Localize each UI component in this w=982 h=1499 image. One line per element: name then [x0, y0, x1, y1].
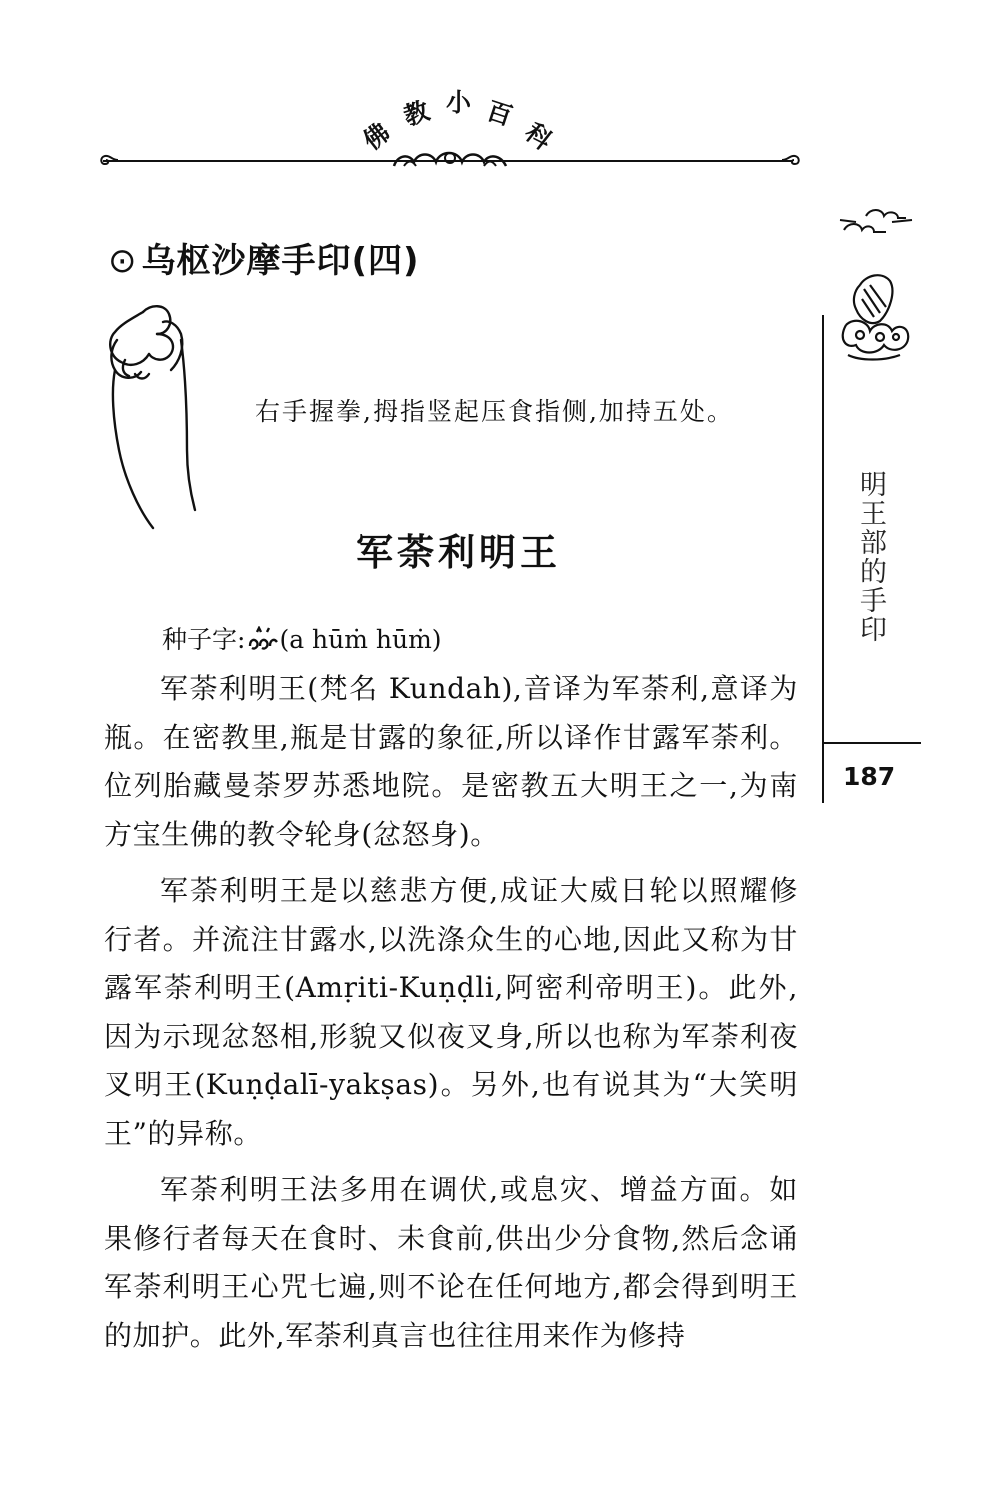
- paragraph: 军荼利明王法多用在调伏,或息灾、增益方面。如果修行者每天在食时、未食前,供出少分食物,然后念诵军荼利明王心咒七遍,则不论在任何地方,都会得到明王的加护。此外,军荼利真言也往往用来作为修持: [104, 1173, 798, 1352]
- paragraph: 军荼利明王是以慈悲方便,成证大威日轮以照耀修行者。并流注甘露水,以洗涤众生的心地,因此又称为甘露军荼利明王(Amṛiti-Kuṇḍli,阿密利帝明王)。此外,因为示现忿怒相,形貌又似夜叉身,所以也称为军荼利夜叉明王(Kuṇḍalī-yakṣas)。另外,也有说其为“大笑明王”的异称。: [104, 874, 798, 1150]
- siddham-seed-syllable-icon: [245, 626, 279, 652]
- header-title-char: 百: [483, 95, 516, 132]
- seed-syllable-line: [162, 620, 442, 656]
- mudra-description: 右手握拳,拇指竖起压食指侧,加持五处。: [255, 397, 734, 426]
- seed-syllable-romanization: (a hūṁ hūṁ): [279, 625, 442, 654]
- section-tab-label: 明王部的手印: [855, 470, 886, 644]
- header-title-char: 科: [519, 117, 558, 156]
- section-bullet-icon: ⊙: [108, 241, 138, 281]
- mudra-hand-illustration: [95, 300, 225, 530]
- page-number: 187: [843, 762, 896, 791]
- section-title-text: 乌枢沙摩手印(四): [141, 241, 420, 281]
- cloud-icon: [836, 200, 916, 240]
- header-title-char: 教: [400, 95, 433, 132]
- section-title: [108, 233, 420, 282]
- section-tab-line: [822, 315, 824, 803]
- cloud-ornament-icon: [390, 146, 510, 172]
- paragraph: 军荼利明王(梵名 Kundah),音译为军荼利,意译为瓶。在密教里,瓶是甘露的象征,所以译作甘露军荼利。位列胎藏曼荼罗苏悉地院。是密教五大明王之一,为南方宝生佛的教令轮身(忿怒身)。: [104, 672, 798, 851]
- lotus-deity-emblem-icon: [834, 265, 914, 375]
- left-scroll-ornament-icon: [98, 152, 120, 168]
- header-title-char: 佛: [357, 117, 396, 156]
- right-scroll-ornament-icon: [780, 152, 802, 168]
- page-number-rule: [822, 742, 921, 744]
- header-title-char: 小: [446, 88, 472, 117]
- deity-title: 军荼利明王: [356, 531, 561, 574]
- body-text: [104, 665, 798, 1368]
- seed-syllable-label: 种子字:: [162, 625, 246, 654]
